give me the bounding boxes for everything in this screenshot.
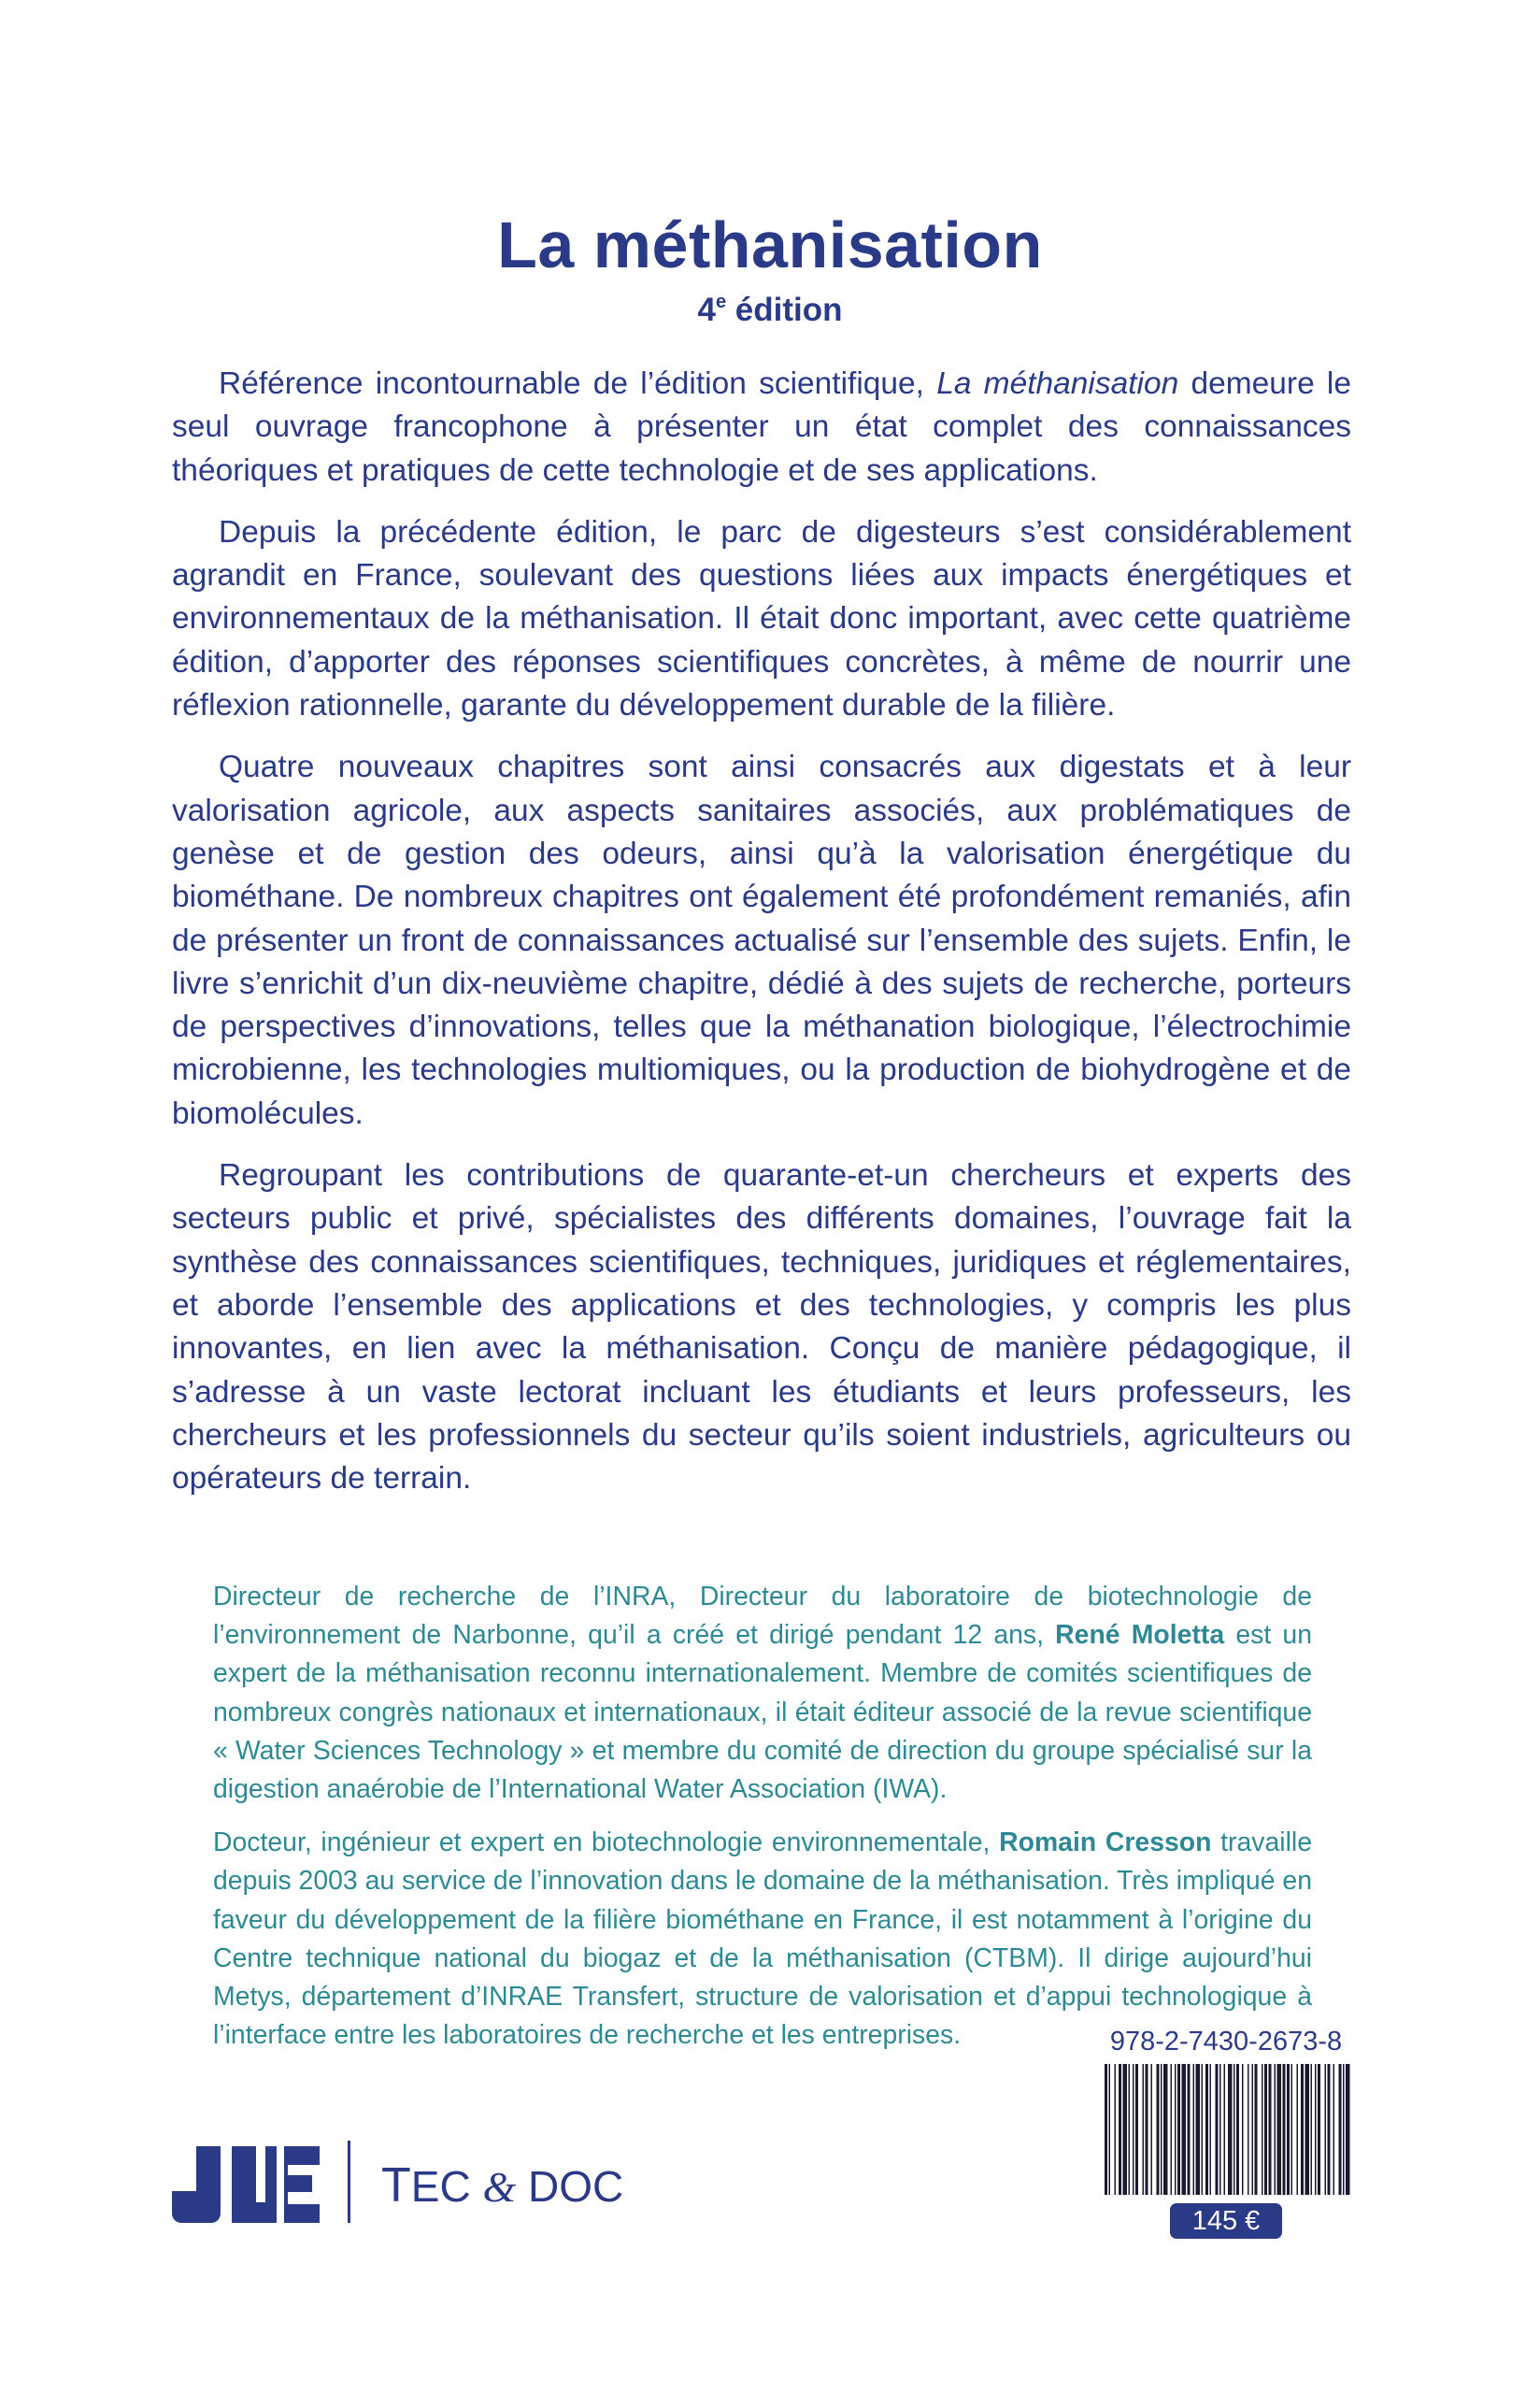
author-name-1: René Moletta: [1055, 1620, 1225, 1651]
tec-doc-logo-end: DOC: [516, 2162, 624, 2211]
summary-paragraph-3: Quatre nouveaux chapitres sont ainsi consacrés aux digestats et à leur valorisation agricole, aux aspects sanitaires associés, aux problématiques de genèse et de gestion des odeurs, ainsi qu’à la valorisation énergétique du biométhane. De nombreux chapitres ont également été profondément remaniés, afin de présenter un front de connaissances actualisé sur l’ensemble des sujets. Enfin, le livre s’enrichit d’un dix-neuvième chapitre, dédié à des sujets de recherche, porteurs de perspectives d’innovations, telles que la méthanation biologique, l’électrochimie microbienne, les technologies multiomiques, ou la production de biohydrogène et de biomolécules.: [172, 750, 1351, 1131]
summary-p1-text: Référence incontournable de l’édition scientifique,: [219, 366, 937, 401]
author-name-2: Romain Cresson: [999, 1827, 1212, 1858]
author-bio-1-text: Directeur de recherche de l’INRA, Directeur du laboratoire de biotechnologie de l’environnement de Narbonne, qu’il a créé et dirigé pendant 12 ans,: [213, 1582, 1312, 1651]
author-bio-1: [213, 1578, 1312, 1809]
isbn-number: 978-2-7430-2673-8: [1109, 2027, 1343, 2056]
edition-label: [0, 292, 1540, 329]
book-title: La méthanisation: [497, 208, 1043, 281]
logo-separator: [348, 2141, 350, 2223]
barcode: [1103, 2064, 1351, 2195]
edition-suffix: e: [715, 292, 727, 312]
author-bio-2-text-end: travaille depuis 2003 au service de l’innovation dans le domaine de la méthanisation. Très impliqué en faveur du développement de la filière biométhane en France, il est notamment à l’origine du Centre technique national du biogaz et de la méthanisation (CTBM). Il dirige aujourd’hui Metys, département d’INRAE Transfert, structure de valorisation et d’appui technologique à l’interface entre les laboratoires de recherche et les entreprises.: [213, 1827, 1312, 2051]
summary-paragraph-2: Depuis la précédente édition, le parc de digesteurs s’est considérablement agrandit en France, soulevant des questions liées aux impacts énergétiques et environnementaux de la méthanisation. Il était donc important, avec cette quatrième édition, d’apporter des réponses scientifiques concrètes, à même de nourrir une réflexion rationnelle, garante du développement durable de la filière.: [172, 514, 1351, 724]
jle-logo: [172, 2146, 321, 2223]
edition-word: édition: [734, 292, 843, 328]
tec-doc-logo-rest: EC: [410, 2162, 483, 2211]
author-bio-1-text-end: est un expert de la méthanisation reconnu internationalement. Membre de comités scientifiques de nombreux congrès nationaux et internationaux, il était éditeur associé de la revue scientifique « Water Sciences Technology » et membre du comité de direction du groupe spécialisé sur la digestion anaérobie de l’International Water Association (IWA).: [213, 1620, 1312, 1805]
summary-paragraph-1: [172, 363, 1351, 493]
author-bio-2: [213, 1824, 1312, 2055]
tec-doc-logo: [381, 2157, 623, 2214]
summary-p1-italic-title: La méthanisation: [936, 366, 1179, 401]
summary-p1-text-end: demeure le seul ouvrage francophone à présenter un état complet des connaissances théoriques et pratiques de cette technologie et de ses applications.: [172, 366, 1351, 488]
price-badge: 145 €: [1170, 2203, 1282, 2239]
summary-paragraph-4: Regroupant les contributions de quarante-et-un chercheurs et experts des secteurs public et privé, spécialistes des différents domaines, l’ouvrage fait la synthèse des connaissances scientifiques, techniques, juridiques et réglementaires, et aborde l’ensemble des applications et des technologies, y compris les plus innovantes, en lien avec la méthanisation. Conçu de manière pédagogique, il s’adresse à un vaste lectorat incluant les étudiants et leurs professeurs, les chercheurs et les professionnels du secteur qu’ils soient industriels, agriculteurs ou opérateurs de terrain.: [172, 1158, 1351, 1497]
tec-doc-logo-ampersand: &: [482, 2163, 517, 2211]
book-summary: [172, 363, 1351, 1519]
author-bio-2-text: Docteur, ingénieur et expert en biotechnologie environnementale,: [213, 1827, 1000, 1858]
edition-number: 4: [697, 292, 716, 328]
tec-doc-logo-initial: T: [381, 2158, 411, 2213]
author-bios: [213, 1578, 1312, 2070]
